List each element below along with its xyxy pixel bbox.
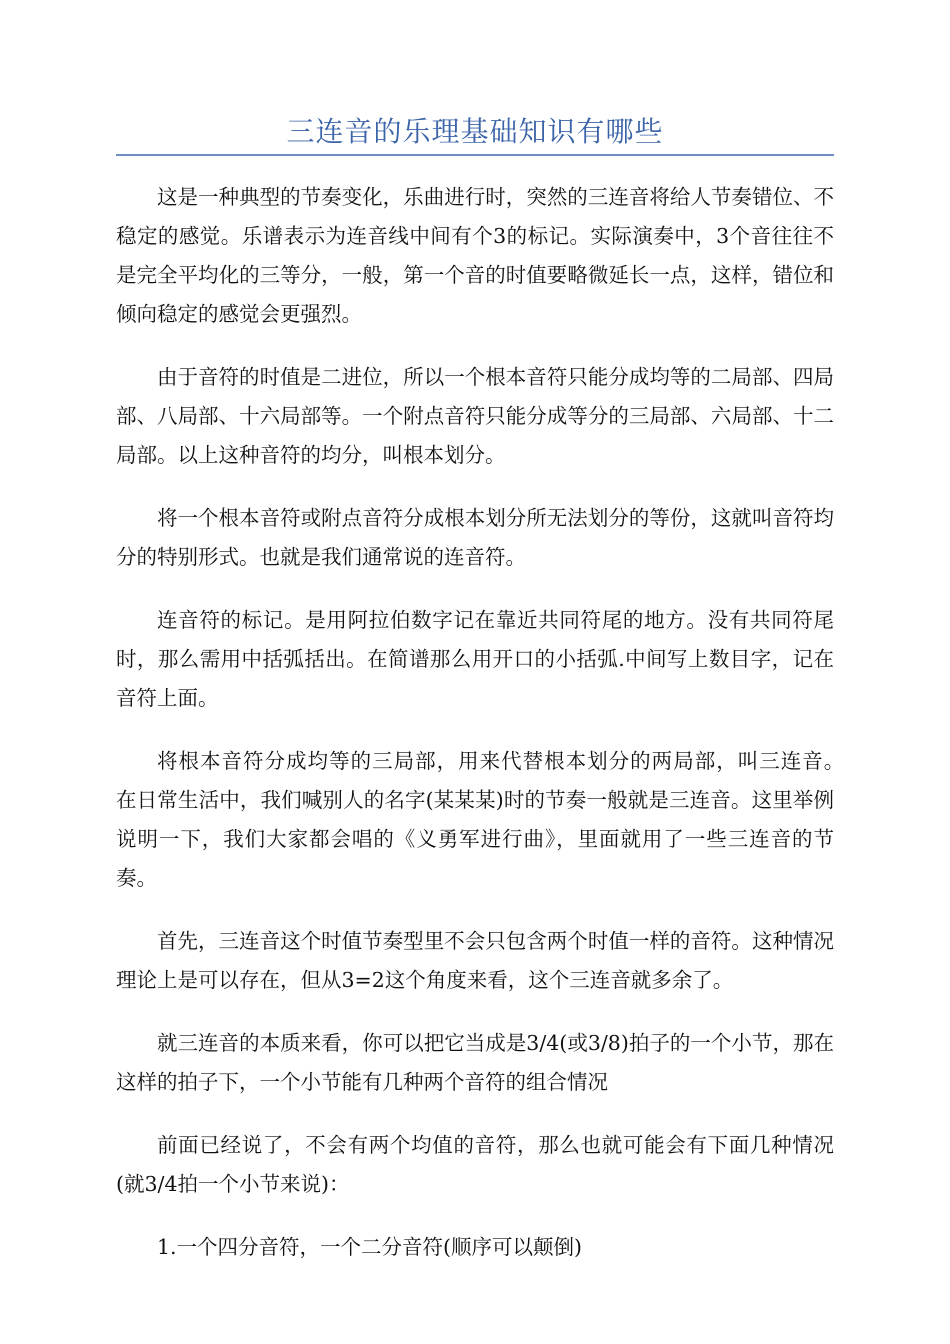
paragraph-6: 首先，三连音这个时值节奏型里不会只包含两个时值一样的音符。这种情况理论上是可以存在，但从3=2这个角度来看，这个三连音就多余了。: [116, 929, 834, 992]
paragraph-1: 这是一种典型的节奏变化，乐曲进行时，突然的三连音将给人节奏错位、不稳定的感觉。乐谱表示为连音线中间有个3的标记。实际演奏中，3个音往往不是完全平均化的三等分，一般，第一个音的时值要略微延长一点，这样，错位和倾向稳定的感觉会更强烈。: [116, 185, 834, 326]
paragraph-3: 将一个根本音符或附点音符分成根本划分所无法划分的等份，这就叫音符均分的特别形式。也就是我们通常说的连音符。: [116, 506, 834, 569]
paragraph-2: 由于音符的时值是二进位，所以一个根本音符只能分成均等的二局部、四局部、八局部、十六局部等。一个附点音符只能分成等分的三局部、六局部、十二局部。以上这种音符的均分，叫根本划分。: [116, 365, 834, 467]
title-underline: [116, 154, 834, 156]
document-title: 三连音的乐理基础知识有哪些: [286, 115, 664, 148]
paragraph-4: 连音符的标记。是用阿拉伯数字记在靠近共同符尾的地方。没有共同符尾时，那么需用中括弧括出。在简谱那么用开口的小括弧.中间写上数目字，记在音符上面。: [116, 608, 834, 710]
paragraph-7: 就三连音的本质来看，你可以把它当成是3/4(或3/8)拍子的一个小节，那在这样的拍子下，一个小节能有几种两个音符的组合情况: [116, 1031, 834, 1094]
paragraph-5: 将根本音符分成均等的三局部，用来代替根本划分的两局部，叫三连音。 在日常生活中，我们喊别人的名字(某某某)时的节奏一般就是三连音。这里举例说明一下，我们大家都会唱的《义勇军进行曲》，里面就用了一些三连音的节奏。: [116, 749, 855, 890]
paragraph-8: 前面已经说了，不会有两个均值的音符，那么也就可能会有下面几种情况(就3/4拍一个小节来说)：: [116, 1133, 834, 1196]
list-item-1: 1.一个四分音符，一个二分音符(顺序可以颠倒): [157, 1235, 583, 1259]
document-body: [116, 178, 855, 1291]
